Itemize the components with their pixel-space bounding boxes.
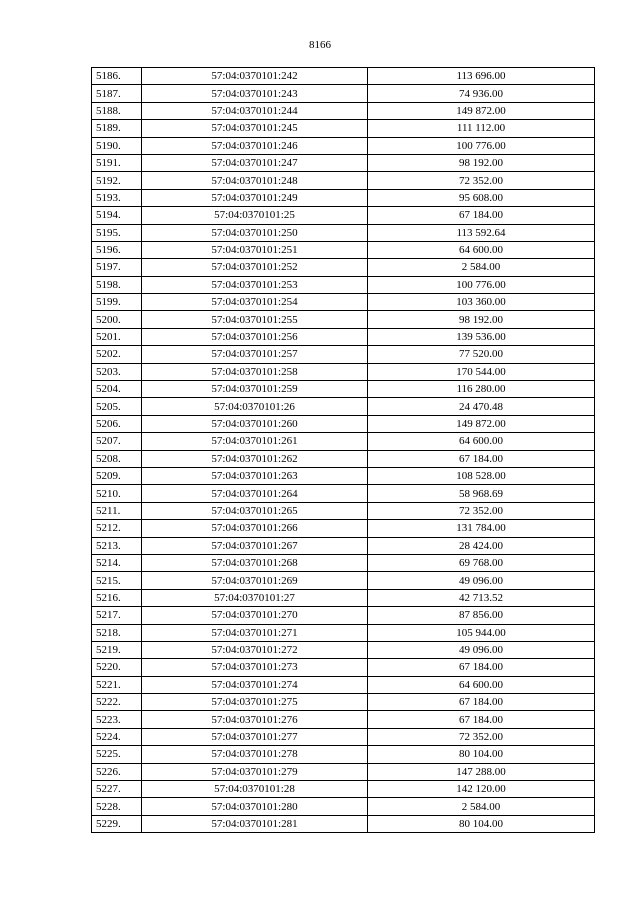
table-row — [92, 554, 595, 571]
cadastral-value-cell: 139 536.00 — [368, 328, 595, 345]
row-number-cell: 5196. — [92, 241, 142, 258]
cadastral-number-cell: 57:04:0370101:250 — [142, 224, 368, 241]
cadastral-number-cell: 57:04:0370101:280 — [142, 798, 368, 815]
table-row — [92, 520, 595, 537]
cadastral-value-cell: 100 776.00 — [368, 276, 595, 293]
row-number-cell: 5205. — [92, 398, 142, 415]
cadastral-value-cell: 64 600.00 — [368, 433, 595, 450]
row-number-cell: 5227. — [92, 781, 142, 798]
cadastral-number-cell: 57:04:0370101:251 — [142, 241, 368, 258]
row-number-cell: 5221. — [92, 676, 142, 693]
row-number-cell: 5189. — [92, 120, 142, 137]
row-number-cell: 5229. — [92, 815, 142, 832]
row-number-cell: 5204. — [92, 381, 142, 398]
cadastral-number-cell: 57:04:0370101:249 — [142, 189, 368, 206]
table-row — [92, 154, 595, 171]
cadastral-number-cell: 57:04:0370101:259 — [142, 381, 368, 398]
cadastral-value-cell: 111 112.00 — [368, 120, 595, 137]
cadastral-value-cell: 74 936.00 — [368, 85, 595, 102]
row-number-cell: 5219. — [92, 641, 142, 658]
page-number: 8166 — [309, 39, 331, 51]
cadastral-number-cell: 57:04:0370101:265 — [142, 502, 368, 519]
table-row — [92, 294, 595, 311]
table-row — [92, 694, 595, 711]
cadastral-number-cell: 57:04:0370101:278 — [142, 746, 368, 763]
row-number-cell: 5199. — [92, 294, 142, 311]
cadastral-number-cell: 57:04:0370101:258 — [142, 363, 368, 380]
cadastral-value-cell: 67 184.00 — [368, 694, 595, 711]
cadastral-value-cell: 105 944.00 — [368, 624, 595, 641]
table-row — [92, 68, 595, 85]
table-row — [92, 102, 595, 119]
cadastral-number-cell: 57:04:0370101:242 — [142, 68, 368, 85]
table-row — [92, 450, 595, 467]
row-number-cell: 5202. — [92, 346, 142, 363]
cadastral-value-table — [91, 67, 595, 833]
row-number-cell: 5191. — [92, 154, 142, 171]
row-number-cell: 5200. — [92, 311, 142, 328]
row-number-cell: 5213. — [92, 537, 142, 554]
cadastral-number-cell: 57:04:0370101:271 — [142, 624, 368, 641]
table-row — [92, 398, 595, 415]
cadastral-value-cell: 149 872.00 — [368, 415, 595, 432]
cadastral-value-cell: 72 352.00 — [368, 172, 595, 189]
row-number-cell: 5198. — [92, 276, 142, 293]
row-number-cell: 5210. — [92, 485, 142, 502]
table-row — [92, 589, 595, 606]
table-row — [92, 311, 595, 328]
row-number-cell: 5215. — [92, 572, 142, 589]
table-row — [92, 381, 595, 398]
cadastral-number-cell: 57:04:0370101:28 — [142, 781, 368, 798]
cadastral-value-cell: 49 096.00 — [368, 641, 595, 658]
cadastral-value-cell: 98 192.00 — [368, 154, 595, 171]
row-number-cell: 5228. — [92, 798, 142, 815]
cadastral-value-cell: 80 104.00 — [368, 746, 595, 763]
cadastral-value-cell: 72 352.00 — [368, 502, 595, 519]
table-row — [92, 467, 595, 484]
cadastral-value-cell: 98 192.00 — [368, 311, 595, 328]
cadastral-value-cell: 64 600.00 — [368, 676, 595, 693]
cadastral-value-cell: 131 784.00 — [368, 520, 595, 537]
cadastral-number-cell: 57:04:0370101:266 — [142, 520, 368, 537]
row-number-cell: 5190. — [92, 137, 142, 154]
cadastral-number-cell: 57:04:0370101:272 — [142, 641, 368, 658]
table-row — [92, 781, 595, 798]
row-number-cell: 5211. — [92, 502, 142, 519]
cadastral-number-cell: 57:04:0370101:264 — [142, 485, 368, 502]
row-number-cell: 5197. — [92, 259, 142, 276]
cadastral-number-cell: 57:04:0370101:269 — [142, 572, 368, 589]
cadastral-value-cell: 24 470.48 — [368, 398, 595, 415]
row-number-cell: 5212. — [92, 520, 142, 537]
table-row — [92, 641, 595, 658]
row-number-cell: 5223. — [92, 711, 142, 728]
cadastral-number-cell: 57:04:0370101:248 — [142, 172, 368, 189]
table-row — [92, 241, 595, 258]
row-number-cell: 5222. — [92, 694, 142, 711]
cadastral-value-cell: 87 856.00 — [368, 607, 595, 624]
cadastral-value-cell: 67 184.00 — [368, 450, 595, 467]
table-row — [92, 572, 595, 589]
cadastral-value-cell: 67 184.00 — [368, 711, 595, 728]
row-number-cell: 5208. — [92, 450, 142, 467]
table-row — [92, 363, 595, 380]
cadastral-value-cell: 28 424.00 — [368, 537, 595, 554]
row-number-cell: 5224. — [92, 728, 142, 745]
cadastral-number-cell: 57:04:0370101:247 — [142, 154, 368, 171]
cadastral-value-cell: 116 280.00 — [368, 381, 595, 398]
cadastral-value-cell: 170 544.00 — [368, 363, 595, 380]
table-row — [92, 746, 595, 763]
table-row — [92, 815, 595, 832]
cadastral-number-cell: 57:04:0370101:256 — [142, 328, 368, 345]
cadastral-number-cell: 57:04:0370101:281 — [142, 815, 368, 832]
table-row — [92, 172, 595, 189]
cadastral-value-cell: 67 184.00 — [368, 207, 595, 224]
table-row — [92, 415, 595, 432]
table-row — [92, 207, 595, 224]
table-row — [92, 276, 595, 293]
row-number-cell: 5214. — [92, 554, 142, 571]
cadastral-number-cell: 57:04:0370101:277 — [142, 728, 368, 745]
row-number-cell: 5186. — [92, 68, 142, 85]
row-number-cell: 5188. — [92, 102, 142, 119]
row-number-cell: 5203. — [92, 363, 142, 380]
table-row — [92, 624, 595, 641]
cadastral-number-cell: 57:04:0370101:279 — [142, 763, 368, 780]
cadastral-value-cell: 64 600.00 — [368, 241, 595, 258]
cadastral-number-cell: 57:04:0370101:261 — [142, 433, 368, 450]
cadastral-value-cell: 100 776.00 — [368, 137, 595, 154]
cadastral-value-cell: 113 592.64 — [368, 224, 595, 241]
cadastral-value-cell: 149 872.00 — [368, 102, 595, 119]
cadastral-value-cell: 95 608.00 — [368, 189, 595, 206]
row-number-cell: 5217. — [92, 607, 142, 624]
row-number-cell: 5201. — [92, 328, 142, 345]
cadastral-number-cell: 57:04:0370101:274 — [142, 676, 368, 693]
table-row — [92, 659, 595, 676]
cadastral-number-cell: 57:04:0370101:245 — [142, 120, 368, 137]
cadastral-number-cell: 57:04:0370101:273 — [142, 659, 368, 676]
cadastral-number-cell: 57:04:0370101:275 — [142, 694, 368, 711]
table-row — [92, 676, 595, 693]
cadastral-number-cell: 57:04:0370101:276 — [142, 711, 368, 728]
table-row — [92, 711, 595, 728]
cadastral-number-cell: 57:04:0370101:262 — [142, 450, 368, 467]
cadastral-value-cell: 67 184.00 — [368, 659, 595, 676]
table-row — [92, 537, 595, 554]
row-number-cell: 5206. — [92, 415, 142, 432]
cadastral-value-cell: 103 360.00 — [368, 294, 595, 311]
cadastral-value-cell: 108 528.00 — [368, 467, 595, 484]
row-number-cell: 5218. — [92, 624, 142, 641]
table-row — [92, 485, 595, 502]
table-row — [92, 224, 595, 241]
cadastral-value-cell: 49 096.00 — [368, 572, 595, 589]
cadastral-number-cell: 57:04:0370101:25 — [142, 207, 368, 224]
cadastral-number-cell: 57:04:0370101:263 — [142, 467, 368, 484]
cadastral-number-cell: 57:04:0370101:246 — [142, 137, 368, 154]
cadastral-value-cell: 42 713.52 — [368, 589, 595, 606]
cadastral-number-cell: 57:04:0370101:27 — [142, 589, 368, 606]
cadastral-value-cell: 142 120.00 — [368, 781, 595, 798]
table-row — [92, 763, 595, 780]
cadastral-number-cell: 57:04:0370101:253 — [142, 276, 368, 293]
row-number-cell: 5192. — [92, 172, 142, 189]
cadastral-number-cell: 57:04:0370101:257 — [142, 346, 368, 363]
row-number-cell: 5195. — [92, 224, 142, 241]
cadastral-number-cell: 57:04:0370101:270 — [142, 607, 368, 624]
table-row — [92, 189, 595, 206]
table-row — [92, 120, 595, 137]
cadastral-value-cell: 58 968.69 — [368, 485, 595, 502]
row-number-cell: 5209. — [92, 467, 142, 484]
row-number-cell: 5194. — [92, 207, 142, 224]
cadastral-number-cell: 57:04:0370101:243 — [142, 85, 368, 102]
cadastral-value-cell: 77 520.00 — [368, 346, 595, 363]
cadastral-value-cell: 72 352.00 — [368, 728, 595, 745]
cadastral-value-cell: 147 288.00 — [368, 763, 595, 780]
cadastral-value-cell: 2 584.00 — [368, 798, 595, 815]
table-row — [92, 798, 595, 815]
table-body — [92, 68, 595, 833]
row-number-cell: 5225. — [92, 746, 142, 763]
table-row — [92, 259, 595, 276]
cadastral-value-cell: 113 696.00 — [368, 68, 595, 85]
cadastral-number-cell: 57:04:0370101:267 — [142, 537, 368, 554]
cadastral-number-cell: 57:04:0370101:252 — [142, 259, 368, 276]
cadastral-number-cell: 57:04:0370101:254 — [142, 294, 368, 311]
table-row — [92, 728, 595, 745]
cadastral-value-cell: 2 584.00 — [368, 259, 595, 276]
table-row — [92, 137, 595, 154]
row-number-cell: 5220. — [92, 659, 142, 676]
cadastral-number-cell: 57:04:0370101:255 — [142, 311, 368, 328]
row-number-cell: 5207. — [92, 433, 142, 450]
row-number-cell: 5226. — [92, 763, 142, 780]
row-number-cell: 5216. — [92, 589, 142, 606]
table-row — [92, 328, 595, 345]
table-row — [92, 502, 595, 519]
cadastral-number-cell: 57:04:0370101:26 — [142, 398, 368, 415]
table-row — [92, 346, 595, 363]
row-number-cell: 5187. — [92, 85, 142, 102]
cadastral-number-cell: 57:04:0370101:244 — [142, 102, 368, 119]
cadastral-value-cell: 80 104.00 — [368, 815, 595, 832]
table-row — [92, 607, 595, 624]
table-row — [92, 433, 595, 450]
row-number-cell: 5193. — [92, 189, 142, 206]
cadastral-number-cell: 57:04:0370101:260 — [142, 415, 368, 432]
cadastral-number-cell: 57:04:0370101:268 — [142, 554, 368, 571]
cadastral-value-cell: 69 768.00 — [368, 554, 595, 571]
table-row — [92, 85, 595, 102]
